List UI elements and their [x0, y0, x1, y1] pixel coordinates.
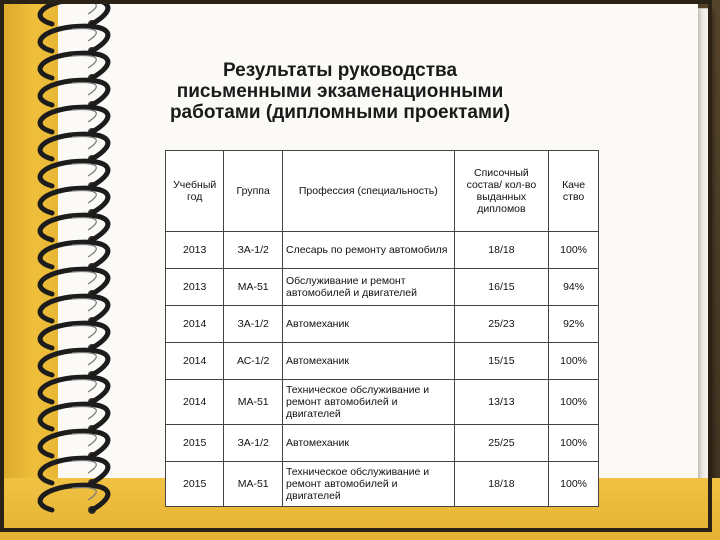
spiral-coil-highlight — [72, 29, 96, 42]
table-row — [166, 380, 599, 425]
spiral-coil-highlight — [72, 245, 96, 258]
cell-group: АС-1/2 — [224, 343, 283, 380]
spiral-coil — [40, 431, 108, 456]
cell-profession: Обслуживание и ремонт автомобилей и двигателей — [282, 269, 454, 306]
spiral-coil-highlight — [72, 164, 96, 177]
cell-group: ЗА-1/2 — [224, 306, 283, 343]
spiral-coil — [40, 485, 108, 510]
spiral-coil — [40, 458, 108, 483]
spiral-coil — [40, 134, 108, 159]
cell-profession: Техническое обслуживание и ремонт автомобилей и двигателей — [282, 462, 454, 507]
cell-year: 2015 — [166, 462, 224, 507]
spiral-coil — [40, 53, 108, 78]
cell-group: ЗА-1/2 — [224, 425, 283, 462]
spiral-coil — [40, 296, 108, 321]
spiral-coil — [40, 404, 108, 429]
spiral-coil — [40, 0, 108, 24]
cell-year: 2014 — [166, 380, 224, 425]
spiral-coil — [40, 242, 108, 267]
cell-year: 2015 — [166, 425, 224, 462]
cell-year: 2013 — [166, 232, 224, 269]
cell-group: МА-51 — [224, 462, 283, 507]
cell-roster: 18/18 — [454, 232, 549, 269]
cell-profession: Техническое обслуживание и ремонт автомобилей и двигателей — [282, 380, 454, 425]
cell-quality: 100% — [549, 462, 599, 507]
cell-year: 2014 — [166, 306, 224, 343]
spiral-coil-highlight — [72, 461, 96, 474]
cell-profession: Автомеханик — [282, 343, 454, 380]
spiral-coil-highlight — [72, 353, 96, 366]
cell-quality: 100% — [549, 425, 599, 462]
cell-quality: 100% — [549, 343, 599, 380]
spiral-coil — [40, 80, 108, 105]
cell-year: 2013 — [166, 269, 224, 306]
header-group: Группа — [224, 151, 283, 232]
spiral-coil-highlight — [72, 488, 96, 501]
cell-quality: 100% — [549, 380, 599, 425]
cell-quality: 92% — [549, 306, 599, 343]
spiral-coil-highlight — [72, 137, 96, 150]
cell-roster: 18/18 — [454, 462, 549, 507]
spiral-coil-highlight — [72, 380, 96, 393]
spiral-coil-highlight — [72, 218, 96, 231]
cell-profession: Слесарь по ремонту автомобиля — [282, 232, 454, 269]
spiral-coil-highlight — [72, 110, 96, 123]
spiral-coil — [40, 107, 108, 132]
title-line-2: письменными экзаменационными — [176, 81, 504, 102]
page-title — [150, 60, 530, 123]
cell-group: МА-51 — [224, 380, 283, 425]
title-line-3: работами (дипломными проектами) — [169, 102, 511, 123]
spiral-binding-icon — [0, 0, 160, 540]
table-header-row — [166, 151, 599, 232]
spiral-coil — [40, 161, 108, 186]
spiral-coil-highlight — [72, 299, 96, 312]
header-year: Учебный год — [166, 151, 224, 232]
spiral-coil-highlight — [72, 191, 96, 204]
table-row — [166, 306, 599, 343]
spiral-coil-highlight — [72, 56, 96, 69]
spiral-coil-highlight — [72, 434, 96, 447]
spiral-coil — [40, 350, 108, 375]
table-row — [166, 425, 599, 462]
table-row — [166, 462, 599, 507]
header-quality: Каче ство — [549, 151, 599, 232]
results-table — [165, 150, 599, 507]
spiral-coil — [40, 377, 108, 402]
spiral-coil — [40, 188, 108, 213]
title-line-1: Результаты руководства — [222, 60, 458, 81]
cell-roster: 15/15 — [454, 343, 549, 380]
spiral-coil-highlight — [72, 83, 96, 96]
spiral-coil — [40, 269, 108, 294]
cell-year: 2014 — [166, 343, 224, 380]
cell-profession: Автомеханик — [282, 306, 454, 343]
spiral-coil-highlight — [72, 407, 96, 420]
header-roster: Списочный состав/ кол-во выданных дипломов — [454, 151, 549, 232]
cell-quality: 94% — [549, 269, 599, 306]
table-row — [166, 343, 599, 380]
cell-roster: 25/23 — [454, 306, 549, 343]
spiral-coil-highlight — [72, 326, 96, 339]
spiral-coil — [40, 26, 108, 51]
cell-roster: 16/15 — [454, 269, 549, 306]
cell-profession: Автомеханик — [282, 425, 454, 462]
cell-group: МА-51 — [224, 269, 283, 306]
table-row — [166, 269, 599, 306]
cell-quality: 100% — [549, 232, 599, 269]
spiral-coil-highlight — [72, 272, 96, 285]
table-row — [166, 232, 599, 269]
cell-roster: 25/25 — [454, 425, 549, 462]
cell-roster: 13/13 — [454, 380, 549, 425]
spiral-coil — [40, 215, 108, 240]
header-profession: Профессия (специальность) — [282, 151, 454, 232]
spiral-coil-highlight — [72, 2, 96, 15]
cell-group: ЗА-1/2 — [224, 232, 283, 269]
spiral-coil — [40, 323, 108, 348]
